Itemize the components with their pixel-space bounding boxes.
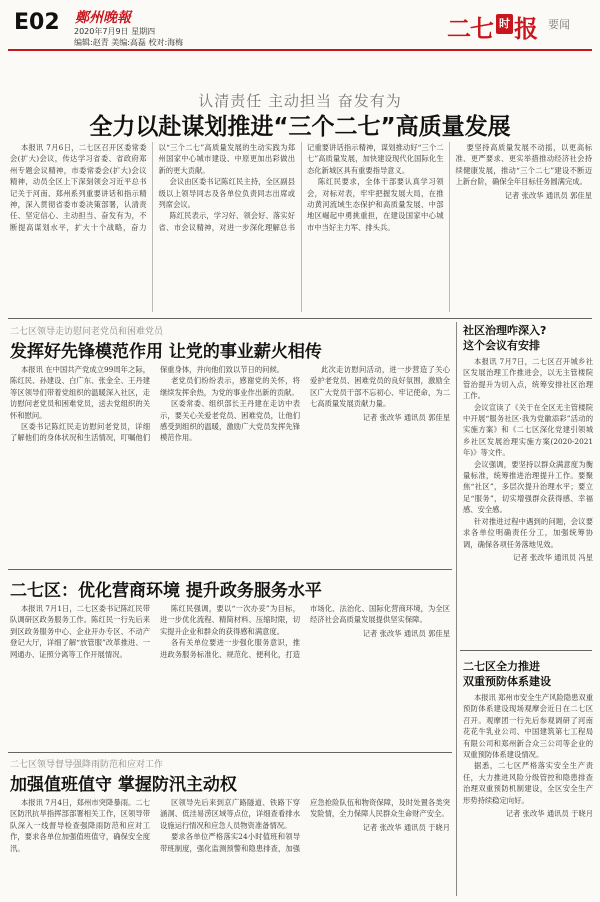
article2-bottom-rule: [8, 569, 452, 570]
article4-kicker: 二七区领导督导强降雨防范和应对工作: [10, 760, 164, 770]
lead-kicker: 认清责任 主动担当 奋发有为: [198, 92, 402, 110]
sidebar1-title-line2: 这个会议有安排: [463, 339, 540, 352]
article3-paragraph: 陈红民强调，要以“一次办妥”为目标，进一步优化流程、精简材料、压缩时限，切实提升企业和群众的获得感和满意度。: [160, 604, 300, 636]
lead-credit: 记者 张改华 通讯员 郭佳星: [504, 190, 592, 200]
brand-erqi: 二七: [447, 15, 493, 43]
sidebar1-paragraph: 会议强调，要坚持以群众满意度为衡量标准，统筹推进治理提升工作。要聚焦“社区”，多层次提升治理水平；要立足“服务”，切实增强群众获得感、幸福感、安全感。: [463, 459, 593, 515]
sidebar2-credit: 记者 张改华 通讯员 于晓月: [505, 809, 593, 819]
article3-credit: 记者 张改华 通讯员 郭佳星: [362, 628, 450, 638]
article2-credit: 记者 张改华 通讯员 郭佳星: [362, 412, 450, 422]
article2-paragraph: 区委书记陈红民走访慰问老党员，详细了解他们的身体状况和生活情况，叮嘱他们保重身体，并向他们致以节日的问候。: [10, 365, 285, 443]
sidebar-divider: [456, 322, 457, 896]
brand-shi-badge: 时: [496, 14, 513, 34]
lead-body: [10, 142, 592, 312]
sidebar1-paragraph: 会议宣读了《关于在全区无主管楼院中开展“服务社区·我为党徽添彩”活动的实施方案》和《二七区深化党建引领城乡社区发展治理实施方案(2020-2021年)》等文件。: [463, 402, 593, 458]
lead-paragraph: 要坚持高质量发展不动摇，以更高标准、更严要求、更实举措推动经济社会持续健康发展，推动“三个二七”建设不断迈上新台阶，确保全年目标任务圆满完成。: [455, 143, 592, 187]
article2-body: [10, 364, 450, 564]
newspaper-logo: 鄭州晚報: [75, 10, 131, 26]
article2-paragraph: 区委常委、组织部长王丹建在走访中表示，要关心关爱老党员、困难党员，让他们感受到组织的温暖，激励广大党员发挥先锋模范作用。: [160, 399, 300, 443]
sidebar1-body: [463, 356, 593, 644]
lead-bottom-rule: [8, 318, 592, 319]
article4-paragraph: 本报讯 7月4日，郑州市突降暴雨。二七区防汛抗旱指挥部部署相关工作，区领导带队深入一线督导检查强降雨防范和应对工作，要求各单位加强值班值守，确保安全度汛。: [10, 798, 150, 853]
lead-paragraph: 本报讯 7月6日，二七区召开区委常委会(扩大)会议，传达学习省委、省政府郑州专题会议精神，市委常委会(扩大)会议精神，动员全区上下深刻领会习近平总书记关于河南、郑州系列重要讲话和指示精神，深入贯彻省委市委决策部署，认清责任、坚定信心、主动担当、奋发有为，不断提高谋划水平，扩大十个战略，奋力以“三个二七”高质量发展的生动实践为郑州国家中心城市建设、中原更加出彩做出新的更大贡献。: [10, 143, 295, 232]
article4-paragraph: 区领导先后来到京广路隧道、铁路下穿涵洞、低洼易涝区域等点位，详细查看排水设施运行情况和应急人员物资准备情况。: [160, 798, 300, 830]
sidebar1-bottom-rule: [460, 650, 592, 651]
article4-credit: 记者 张改华 通讯员 于晓月: [362, 822, 450, 832]
article3-paragraph: 本报讯 7月1日，二七区委书记陈红民带队调研区政务服务工作。陈红民一行先后来到区政务服务中心、企业开办专区、不动产登记大厅，详细了解“放管服”改革推进、一网通办、证照分离等工作开展情况。: [10, 604, 150, 659]
article2-headline: 发挥好先锋模范作用 让党的事业薪火相传: [10, 342, 322, 362]
brand-bao: 报: [514, 15, 538, 43]
article2-paragraph: 老党员们纷纷表示，感谢党的关怀，将继续发挥余热，为党的事业作出新的贡献。: [160, 376, 300, 397]
masthead: [0, 0, 600, 48]
sidebar1-paragraph: 本报讯 7月7日，二七区召开城乡社区发展治理工作推进会，以无主管楼院管治提升为切入点，统筹安排社区治理工作。: [463, 357, 593, 401]
sidebar1-paragraph: 针对推进过程中遇到的问题，会议要求各单位明确责任分工，加强统筹协调，确保各项任务落地见效。: [463, 516, 593, 549]
article3-headline: 二七区：优化营商环境 提升政务服务水平: [10, 581, 322, 601]
article3-paragraph: 各有关单位要进一步强化服务意识，推进政务服务标准化、规范化、便利化，打造市场化、法治化、国际化营商环境，为全区经济社会高质量发展提供坚实保障。: [160, 604, 450, 659]
page-code: E02: [14, 10, 60, 35]
article2-paragraph: 此次走访慰问活动，进一步营造了关心爱护老党员、困难党员的良好氛围，激励全区广大党员干部不忘初心、牢记使命，为二七高质量发展贡献力量。: [310, 365, 450, 409]
sidebar1-credit: 记者 张改华 通讯员 冯星: [513, 552, 593, 562]
sidebar2-body: [463, 692, 593, 897]
article4-paragraph: 要求各单位严格落实24小时值班和领导带班制度，强化监测预警和隐患排查，加强应急抢险队伍和物资保障，及时处置各类突发险情，全力保障人民群众生命财产安全。: [160, 798, 450, 853]
sidebar2-title-line1: 二七区全力推进: [463, 660, 540, 673]
lead-paragraph: 陈红民要求，全体干部要认真学习领会，对标对表，牢牢把握发展大局，在推动黄河流域生态保护和高质量发展、中部地区崛起中勇挑重担，在建设国家中心城市中当好主力军、排头兵。: [307, 177, 444, 232]
issue-date: 2020年7月9日 星期四: [74, 27, 156, 36]
article3-body: [10, 603, 450, 743]
sidebar2-title-line2: 双重预防体系建设: [463, 675, 551, 688]
masthead-rule: [8, 49, 592, 51]
lead-paragraph: 陈红民表示，学习好、领会好、落实好省、市会议精神，对进一步深化理解总书记重要讲话指示精神，谋划推动好“三个二七”高质量发展，加快建设现代化国际化生态化新城区具有重要指导意义。: [158, 143, 444, 232]
lead-headline: 全力以赴谋划推进“三个二七”高质量发展: [89, 114, 511, 140]
sidebar1-title-line1: 社区治理咋深入?: [463, 324, 547, 337]
article3-bottom-rule: [8, 752, 452, 753]
section-brand: [447, 9, 538, 43]
article2-kicker: 二七区领导走访慰问老党员和困难党员: [10, 327, 164, 337]
article2-paragraph: 本报讯 在中国共产党成立99周年之际，陈红民、孙建设、白广东、张金全、王丹建等区领导们带着党组织的温暖深入社区，走访慰问老党员和困难党员，送去党组织的关怀和慰问。: [10, 365, 150, 420]
sidebar2-paragraph: 据悉，二七区严格落实安全生产责任，大力推进风险分级管控和隐患排查治理双重预防机制建设，全区安全生产形势持续稳定向好。: [463, 761, 593, 805]
article4-body: [10, 797, 450, 897]
section-label: 要闻: [548, 18, 570, 31]
editor-credits: 编辑:赵青 美编:高磊 校对:海梅: [74, 38, 184, 47]
article4-headline: 加强值班值守 掌握防汛主动权: [10, 775, 237, 795]
sidebar2-paragraph: 本报讯 郑州市安全生产风险隐患双重预防体系建设现场观摩会近日在二七区召开。观摩团一行先后参观调研了河南花花牛乳业公司、中国建筑第七工程局有限公司和郑州新合众三公司等企业的双重预防体系建设情况。: [463, 693, 593, 760]
lead-paragraph: 会议由区委书记陈红民主持，全区副县级以上领导同志及各单位负责同志出席或列席会议。: [158, 177, 295, 210]
